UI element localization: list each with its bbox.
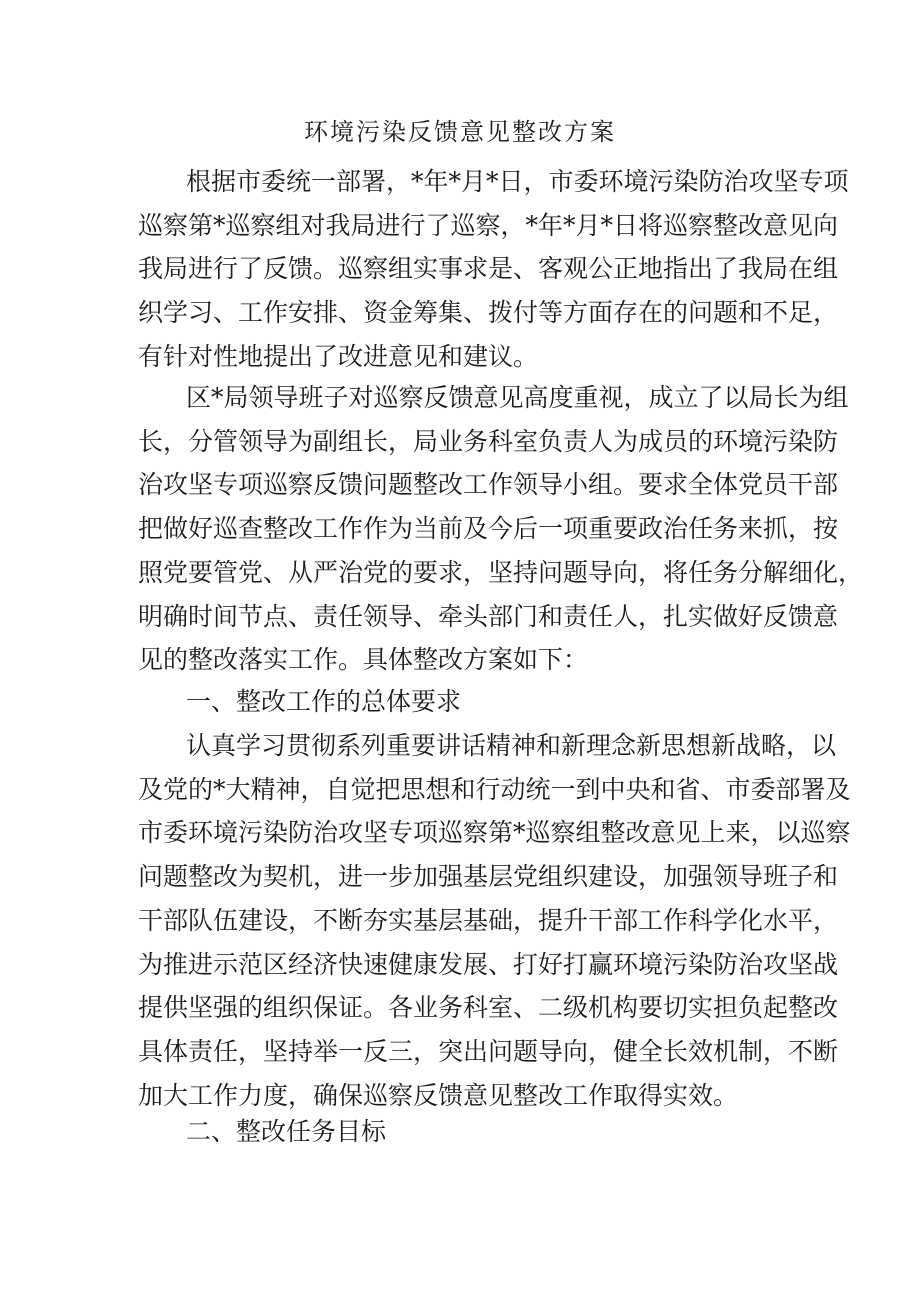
- paragraph-line: 长，分管领导为副组长，局业务科室负责人为成员的环境污染防: [138, 426, 839, 456]
- paragraph-line: 市委环境污染防治攻坚专项巡察第*巡察组整改意见上来，以巡察: [138, 818, 851, 848]
- paragraph-line: 织学习、工作安排、资金筹集、拨付等方面存在的问题和不足，: [138, 298, 839, 328]
- paragraph-line: 治攻坚专项巡察反馈问题整改工作领导小组。要求全体党员干部: [138, 470, 839, 500]
- paragraph-line: 区*局领导班子对巡察反馈意见高度重视，成立了以局长为组: [186, 383, 849, 412]
- paragraph-line: 认真学习贯彻系列重要讲话精神和新理念新思想新战略，以: [186, 731, 837, 760]
- paragraph-line: 提供坚强的组织保证。各业务科室、二级机构要切实担负起整改: [138, 993, 839, 1023]
- paragraph-line: 巡察第*巡察组对我局进行了巡察，*年*月*日将巡察整改意见向: [138, 210, 839, 240]
- paragraph-line: 及党的*大精神，自觉把思想和行动统一到中央和省、市委部署及: [138, 774, 851, 804]
- paragraph-requirements: [138, 724, 851, 1117]
- paragraph-line: 为推进示范区经济快速健康发展、打好打赢环境污染防治攻坚战: [138, 949, 839, 979]
- section-heading-2: 二、整改任务目标: [186, 1117, 387, 1146]
- paragraph-line: 见的整改落实工作。具体整改方案如下：: [138, 645, 589, 675]
- paragraph-line: 加大工作力度，确保巡察反馈意见整改工作取得实效。: [138, 1080, 739, 1110]
- paragraph-line: 根据市委统一部署，*年*月*日，市委环境污染防治攻坚专项: [186, 167, 849, 196]
- paragraph-line: 问题整改为契机，进一步加强基层党组织建设，加强领导班子和: [138, 862, 839, 892]
- paragraph-line: 照党要管党、从严治党的要求，坚持问题导向，将任务分解细化，: [138, 557, 864, 587]
- paragraph-line: 有针对性地提出了改进意见和建议。: [138, 341, 539, 371]
- paragraph-leadership: [138, 376, 864, 682]
- paragraph-line: 干部队伍建设，不断夯实基层基础，提升干部工作科学化水平，: [138, 905, 839, 935]
- paragraph-intro: [138, 160, 849, 379]
- document-title: 环境污染反馈意见整改方案: [304, 118, 616, 146]
- paragraph-line: 我局进行了反馈。巡察组实事求是、客观公正地指出了我局在组: [138, 254, 839, 284]
- paragraph-line: 把做好巡查整改工作作为当前及今后一项重要政治任务来抓，按: [138, 514, 839, 544]
- paragraph-line: 具体责任，坚持举一反三，突出问题导向，健全长效机制，不断: [138, 1036, 839, 1066]
- paragraph-line: 明确时间节点、责任领导、牵头部门和责任人，扎实做好反馈意: [138, 601, 839, 631]
- section-heading-1: 一、整改工作的总体要求: [186, 687, 462, 716]
